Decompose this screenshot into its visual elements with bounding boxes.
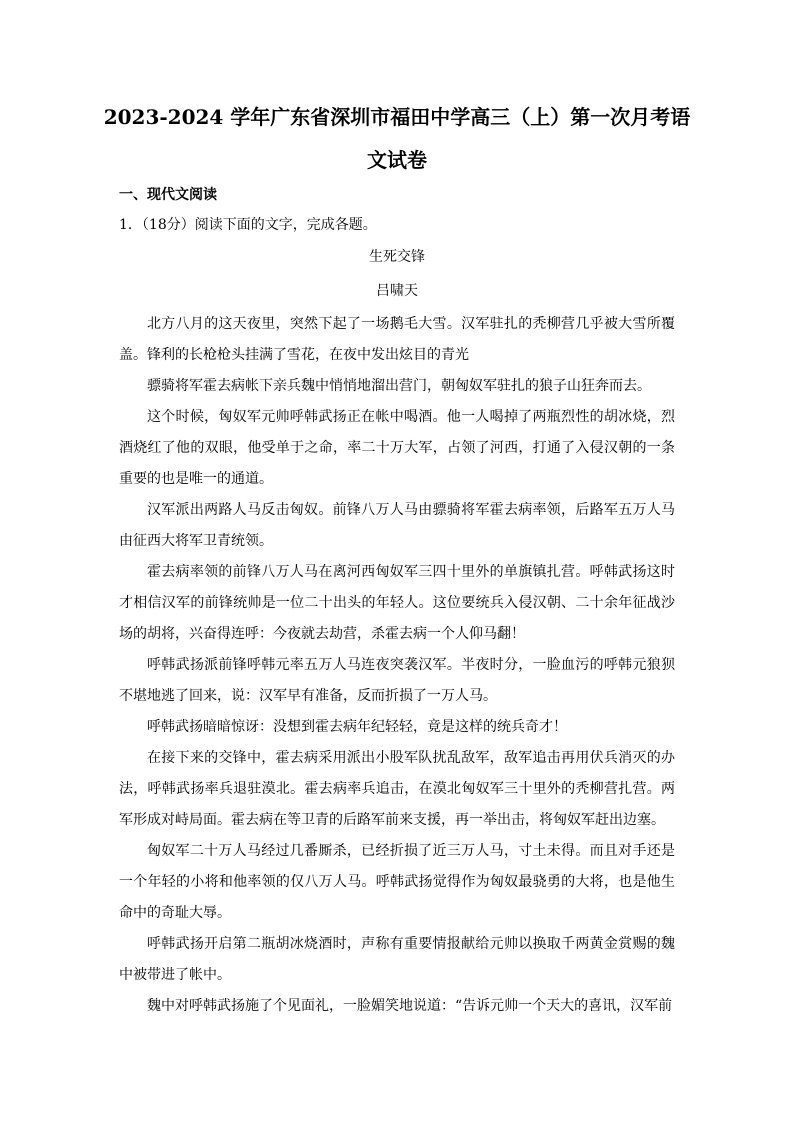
question-prompt: 1．（18分）阅读下面的文字，完成各题。 xyxy=(119,217,377,233)
paragraph: 呼韩武扬开启第二瓶胡冰烧酒时，声称有重要情报献给元帅以换取千两黄金赏赐的魏中被带进了帐中。 xyxy=(119,936,675,983)
paragraph: 北方八月的这天夜里，突然下起了一场鹅毛大雪。汉军驻扎的秃柳营几乎被大雪所覆盖。锋利的长枪枪头挂满了雪花，在夜中发出炫目的青光 xyxy=(119,316,675,363)
paragraph: 呼韩武扬派前锋呼韩元率五万人马连夜突袭汉军。半夜时分，一脸血污的呼韩元狼狈不堪地逃了回来，说：汉军早有准备，反而折损了一万人马。 xyxy=(119,657,675,704)
paragraph: 呼韩武扬暗暗惊讶：没想到霍去病年纪轻轻，竟是这样的统兵奇才！ xyxy=(147,719,567,735)
paragraph: 这个时候，匈奴军元帅呼韩武扬正在帐中喝酒。他一人喝掉了两瓶烈性的胡冰烧，烈酒烧红了他的双眼，他受单于之命，率二十万大军，占领了河西，打通了入侵汉朝的一条重要的也是唯一的通道。 xyxy=(119,409,675,487)
story-body xyxy=(119,309,675,1022)
document-title-line-1: 2023-2024 学年广东省深圳市福田中学高三（上）第一次月考语 xyxy=(103,105,691,129)
paragraph: 骠骑将军霍去病帐下亲兵魏中悄悄地溜出营门，朝匈奴军驻扎的狼子山狂奔而去。 xyxy=(147,378,651,394)
story-title: 生死交锋 xyxy=(369,249,425,265)
paragraph: 在接下来的交锋中，霍去病采用派出小股军队扰乱敌军，敌军追击再用伏兵消灭的办法，呼韩武扬率兵退驻漠北。霍去病率兵追击，在漠北匈奴军三十里外的秃柳营扎营。两军形成对峙局面。霍去病在等卫青的后路军前来支援，再一举出击，将匈奴军赶出边塞。 xyxy=(119,750,675,828)
paragraph: 匈奴军二十万人马经过几番厮杀，已经折损了近三万人马，寸土未得。而且对手还是一个年轻的小将和他率领的仅八万人马。呼韩武扬觉得作为匈奴最骁勇的大将，也是他生命中的奇耻大辱。 xyxy=(119,843,675,921)
paragraph: 魏中对呼韩武扬施了个见面礼，一脸媚笑地说道：“告诉元帅一个天大的喜讯，汉军前 xyxy=(147,998,673,1014)
paragraph: 霍去病率领的前锋八万人马在离河西匈奴军三四十里外的单旗镇扎营。呼韩武扬这时才相信汉军的前锋统帅是一位二十出头的年轻人。这位要统兵入侵汉朝、二十余年征战沙场的胡将，兴奋得连呼：今夜就去劫营，杀霍去病一个人仰马翻！ xyxy=(119,564,675,642)
story-author: 吕啸天 xyxy=(376,283,418,299)
section-heading: 一、现代文阅读 xyxy=(119,187,217,203)
paragraph: 汉军派出两路人马反击匈奴。前锋八万人马由骠骑将军霍去病率领，后路军五万人马由征西大将军卫青统领。 xyxy=(119,502,675,549)
document-title-line-2: 文试卷 xyxy=(367,148,427,172)
